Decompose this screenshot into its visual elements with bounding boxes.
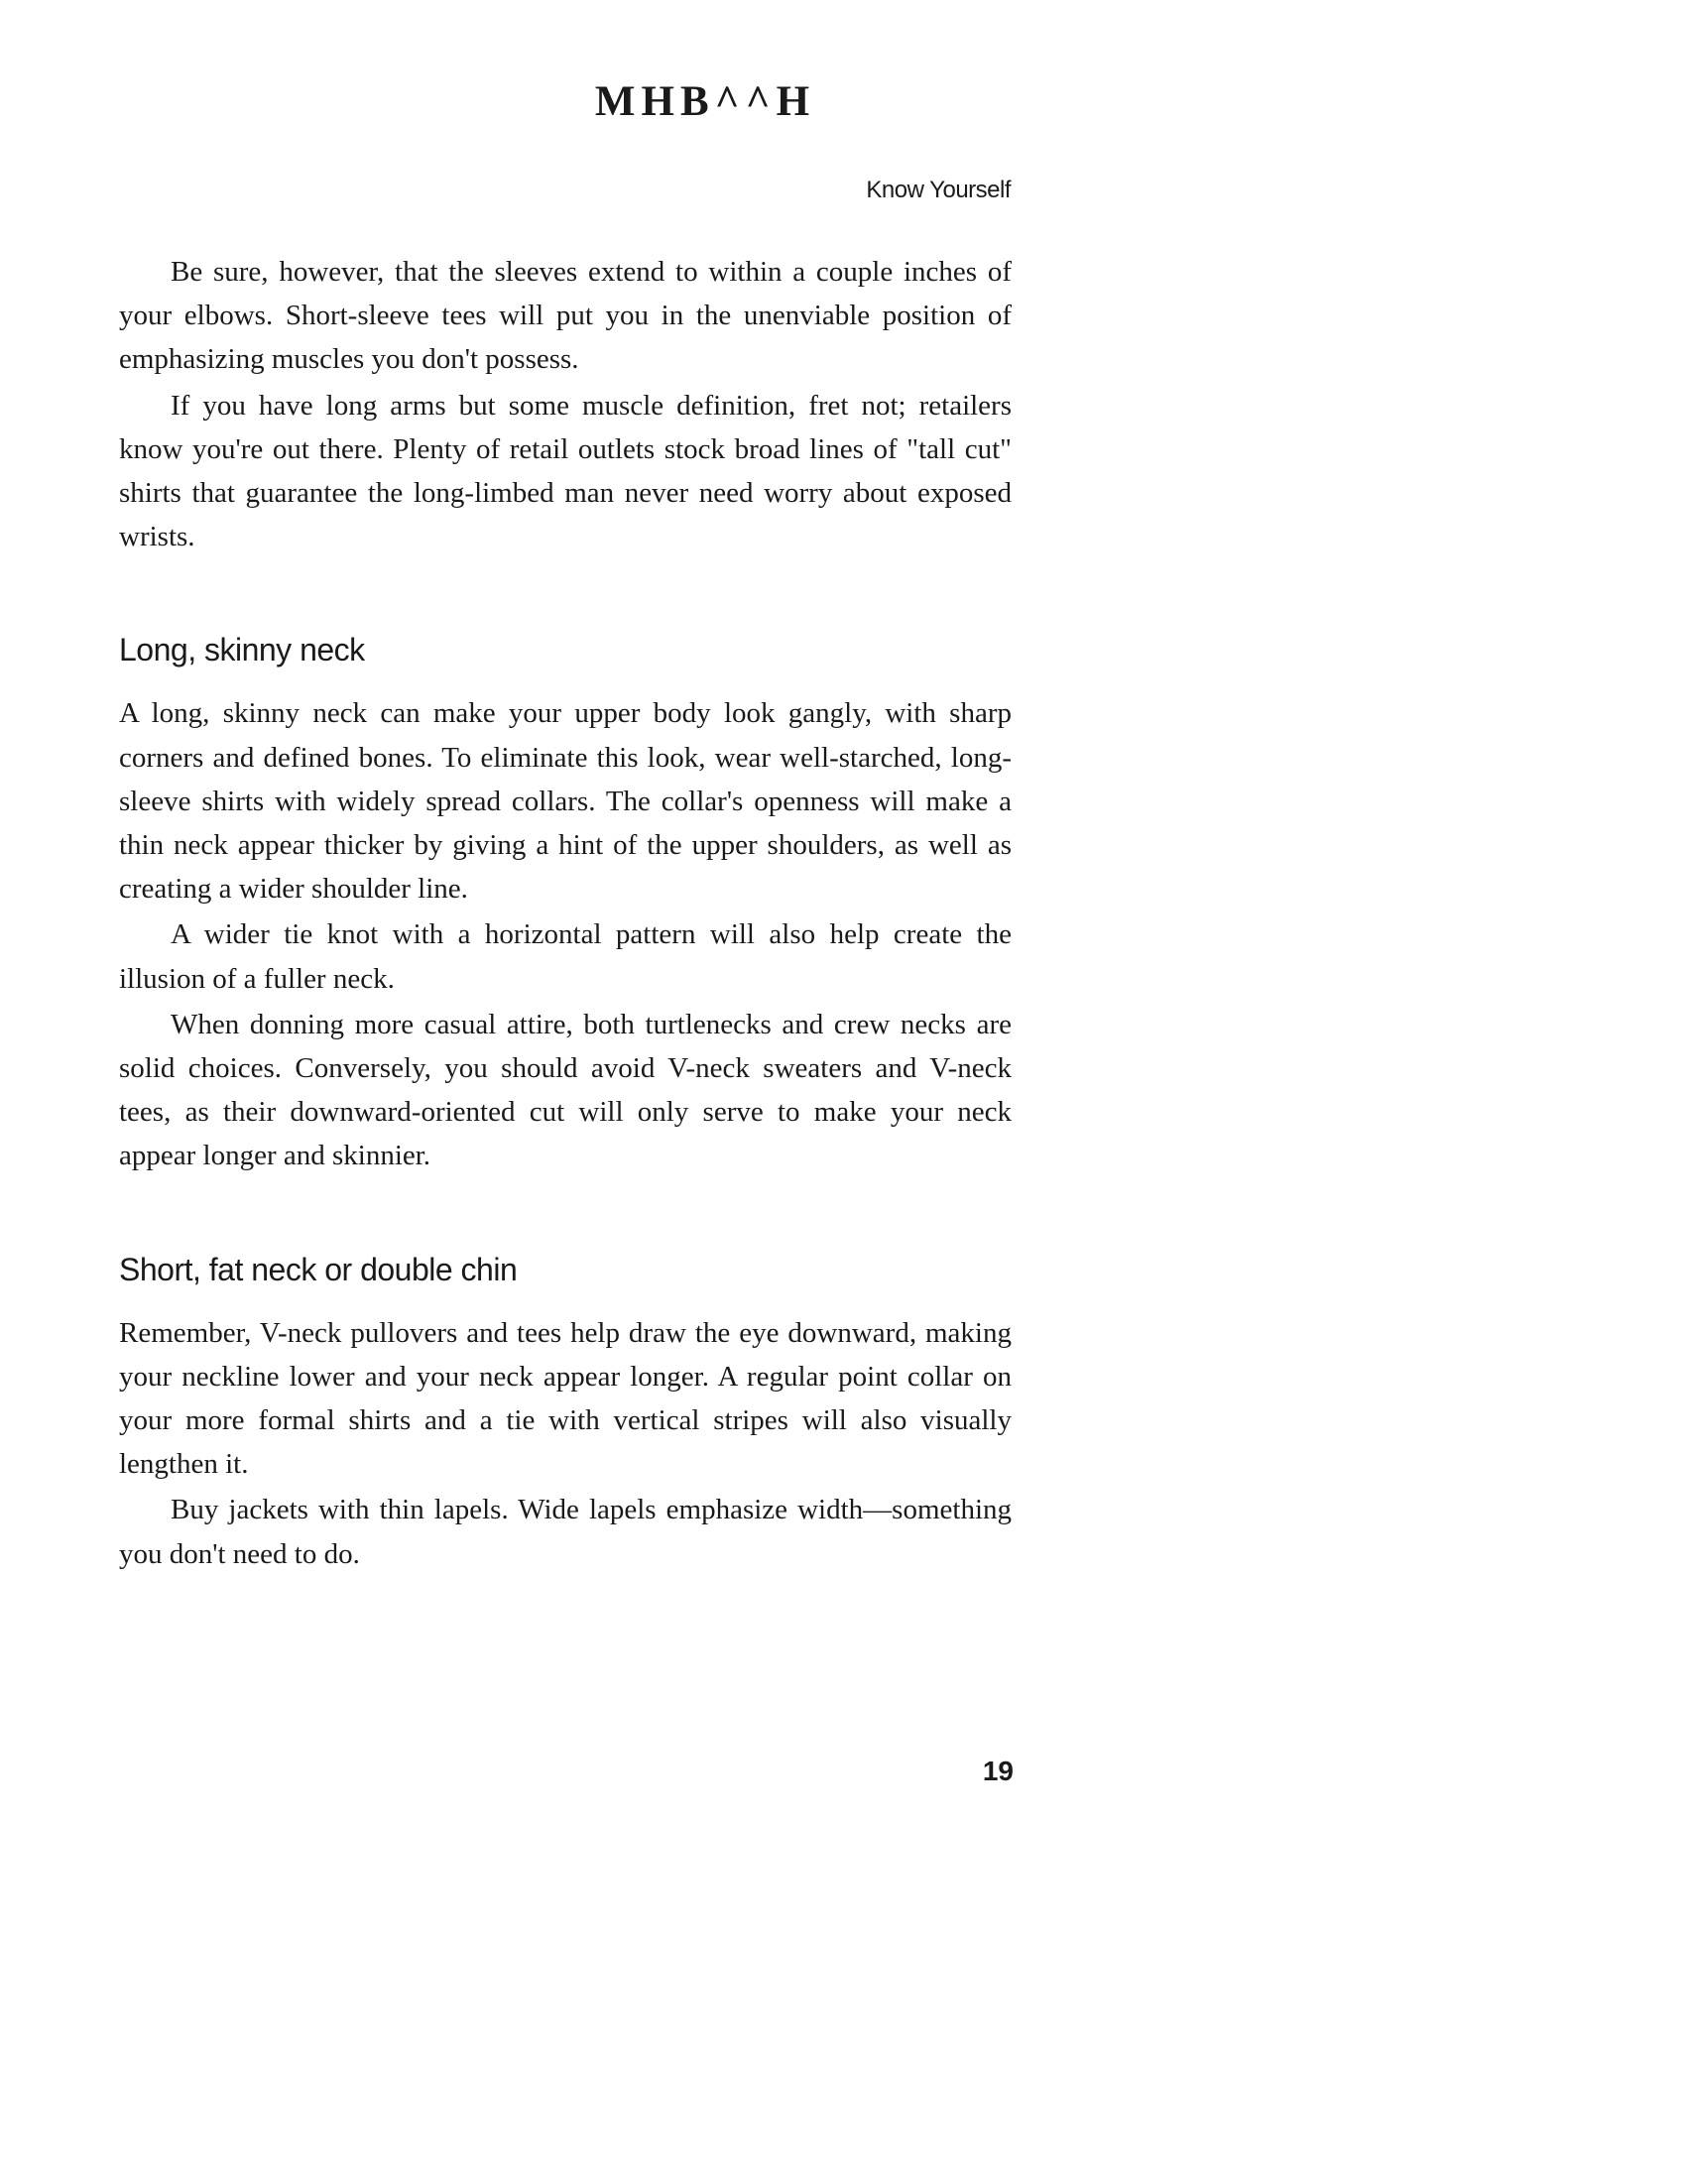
paragraph: A wider tie knot with a horizontal pattern will also help create the illusion of a fuller neck. <box>119 918 1012 995</box>
section-heading-short-fat-neck: Short, fat neck or double chin <box>119 1251 518 1287</box>
page-number: 19 <box>982 1756 1014 1786</box>
page-body <box>119 250 1012 1578</box>
section-heading-long-skinny-neck: Long, skinny neck <box>119 632 365 668</box>
paragraph: A long, skinny neck can make your upper body look gangly, with sharp corners and defined bones. To eliminate this look, wear well-starched, long-sleeve shirts with widely spread collars. The collar's openness will make a thin neck appear thicker by giving a hint of the upper shoulders, as well as creating a wider shoulder line. <box>119 697 1012 906</box>
paragraph: If you have long arms but some muscle definition, fret not; retailers know you're out there. Plenty of retail outlets stock broad lines of "tall cut" shirts that guarantee the long-limbed man never need worry about exposed wrists. <box>119 389 1012 553</box>
header-mark: MHB^^H <box>594 78 816 125</box>
paragraph: Buy jackets with thin lapels. Wide lapels emphasize width—something you don't need to do. <box>119 1494 1012 1570</box>
running-head: Know Yourself <box>866 177 1011 203</box>
paragraph: When donning more casual attire, both turtlenecks and crew necks are solid choices. Conversely, you should avoid V-neck sweaters and V-neck tees, as their downward-oriented cut will only serve to make your neck appear longer and skinnier. <box>119 1008 1012 1172</box>
paragraph: Remember, V-neck pullovers and tees help draw the eye downward, making your neckline lower and your neck appear longer. A regular point collar on your more formal shirts and a tie with vertical stripes will also visually lengthen it. <box>119 1316 1012 1481</box>
paragraph: Be sure, however, that the sleeves extend to within a couple inches of your elbows. Short-sleeve tees will put you in the unenviable position of emphasizing muscles you don't possess. <box>119 256 1012 376</box>
